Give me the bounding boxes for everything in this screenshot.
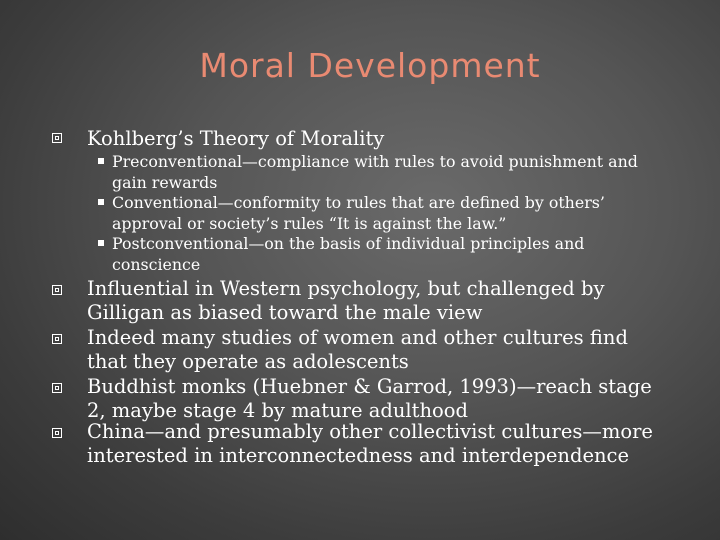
square-bullet-icon [52,133,62,143]
sub-bullet-icon [98,199,104,205]
square-bullet-icon [52,334,62,344]
bullet-item: Kohlberg’s Theory of Morality [87,127,385,150]
bullet-item: China—and presumably other collectivist cultures—more interested in interconnectedness and interdependence [87,420,653,467]
sub-bullet-item: Postconventional—on the basis of individual principles and conscience [112,234,585,274]
sub-bullet-icon [98,158,104,164]
square-bullet-icon [52,383,62,393]
square-bullet-icon [52,285,62,295]
sub-bullet-icon [98,240,104,246]
bullet-item: Indeed many studies of women and other cultures find that they operate as adolescents [87,326,628,373]
bullet-item: Buddhist monks (Huebner & Garrod, 1993)—reach stage 2, maybe stage 4 by mature adulthood [87,375,652,422]
square-bullet-icon [52,428,62,438]
sub-bullet-item: Conventional—conformity to rules that are defined by others’ approval or society’s rules “It is against the law.” [112,193,605,233]
sub-bullet-item: Preconventional—compliance with rules to avoid punishment and gain rewards [112,152,638,192]
bullet-item: Influential in Western psychology, but challenged by Gilligan as biased toward the male view [87,277,605,324]
slide-title: Moral Development [199,46,541,85]
